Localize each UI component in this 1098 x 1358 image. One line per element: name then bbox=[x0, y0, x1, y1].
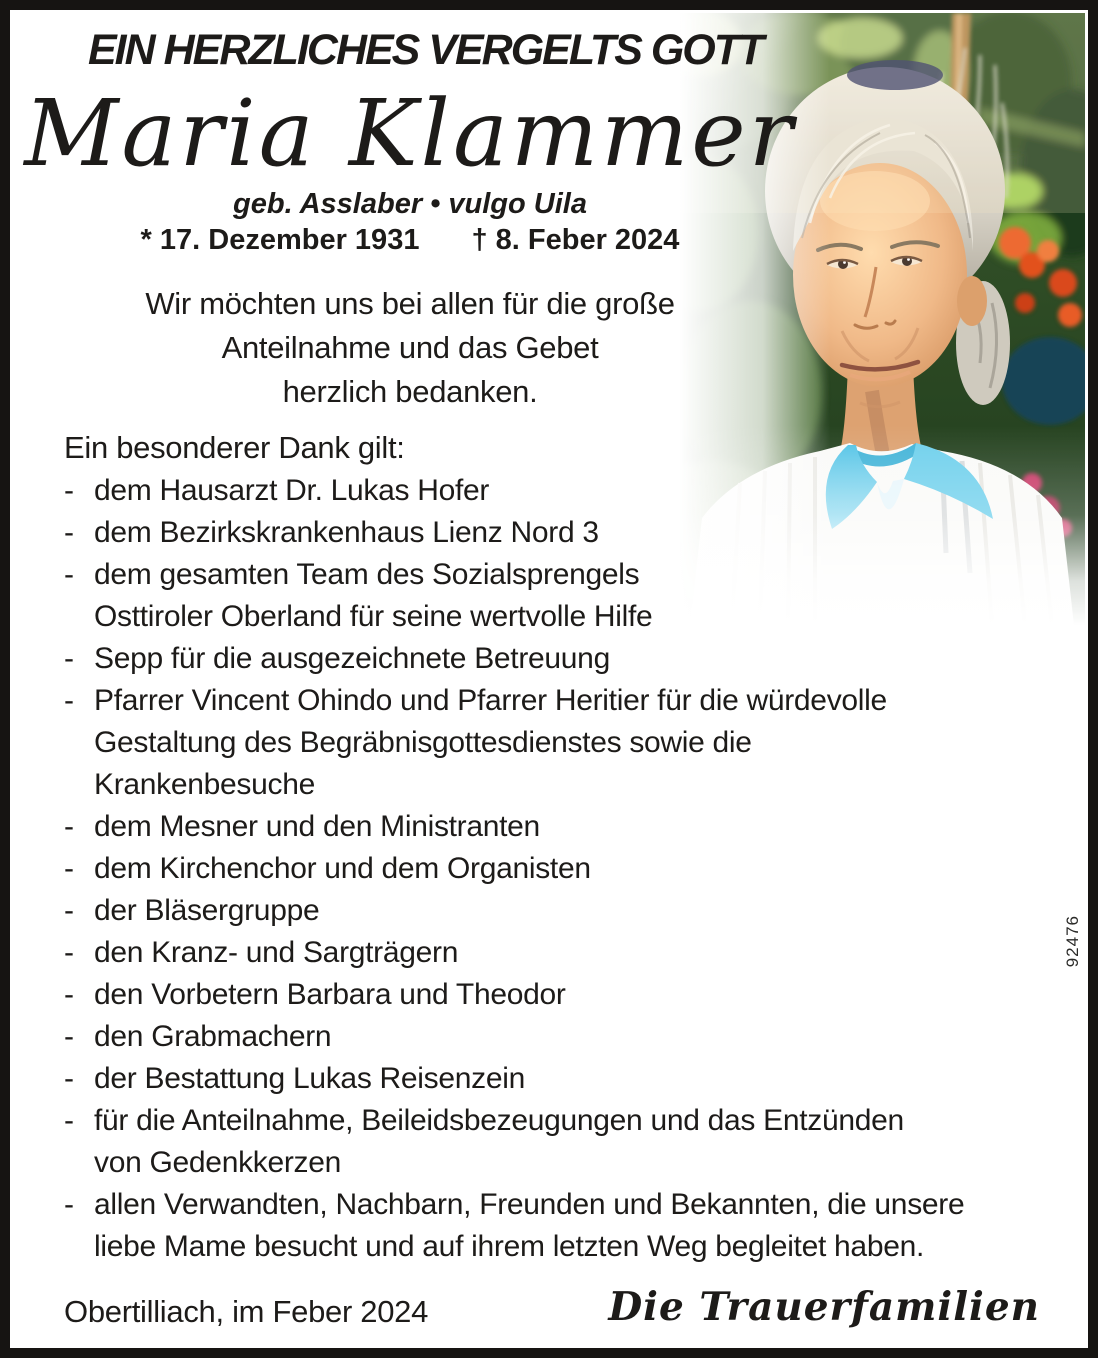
thanks-text: dem Hausarzt Dr. Lukas Hofer bbox=[94, 474, 490, 507]
dash-bullet: - bbox=[64, 936, 74, 969]
thanks-line bbox=[64, 512, 1064, 554]
dash-bullet: - bbox=[64, 516, 74, 549]
thanks-text: der Bestattung Lukas Reisenzein bbox=[94, 1062, 525, 1095]
dash-bullet: - bbox=[64, 684, 74, 717]
dash-bullet: - bbox=[64, 474, 74, 507]
thanks-line bbox=[64, 932, 1064, 974]
thanks-text: von Gedenkkerzen bbox=[94, 1146, 342, 1179]
dash-bullet: - bbox=[64, 894, 74, 927]
thanks-line bbox=[64, 1016, 1064, 1058]
thanks-line bbox=[64, 890, 1064, 932]
dash-bullet: - bbox=[64, 1020, 74, 1053]
place-date: Obertilliach, im Feber 2024 bbox=[64, 1294, 429, 1329]
print-number: 92476 bbox=[1063, 915, 1082, 968]
thanks-line bbox=[64, 680, 1064, 722]
thanks-text: Krankenbesuche bbox=[94, 768, 315, 801]
thanks-text: dem Bezirkskrankenhaus Lienz Nord 3 bbox=[94, 516, 599, 549]
intro-line: Wir möchten uns bei allen für die große bbox=[145, 286, 675, 321]
dash-bullet: - bbox=[64, 1104, 74, 1137]
thanks-text: den Grabmachern bbox=[94, 1020, 332, 1053]
death-date: † 8. Feber 2024 bbox=[471, 224, 680, 256]
thanks-line bbox=[64, 1184, 1064, 1226]
dash-bullet: - bbox=[64, 810, 74, 843]
thanks-line bbox=[64, 470, 1064, 512]
dash-bullet bbox=[64, 596, 94, 638]
birth-date: * 17. Dezember 1931 bbox=[140, 224, 420, 256]
headline: EIN HERZLICHES VERGELTS GOTT bbox=[88, 26, 763, 74]
intro-line: Anteilnahme und das Gebet bbox=[221, 330, 599, 365]
thanks-line bbox=[64, 1100, 1064, 1142]
dash-bullet: - bbox=[64, 642, 74, 675]
thanks-heading: Ein besonderer Dank gilt: bbox=[64, 430, 405, 465]
dash-bullet bbox=[64, 764, 94, 806]
thanks-text: allen Verwandten, Nachbarn, Freunden und Bekannten, die unsere bbox=[94, 1188, 965, 1221]
thanks-text: den Kranz- und Sargträgern bbox=[94, 936, 459, 969]
thanks-text: Osttiroler Oberland für seine wertvolle Hilfe bbox=[94, 600, 653, 633]
life-dates bbox=[10, 224, 810, 257]
intro-line: herzlich bedanken. bbox=[282, 374, 538, 409]
deceased-name: Maria Klammer bbox=[24, 80, 796, 187]
thanks-line-continuation bbox=[64, 722, 1064, 764]
thanks-line-continuation bbox=[64, 596, 1064, 638]
thanks-line-continuation bbox=[64, 1226, 1064, 1268]
thanks-text: dem gesamten Team des Sozialsprengels bbox=[94, 558, 640, 591]
intro-paragraph bbox=[10, 282, 810, 414]
dash-bullet: - bbox=[64, 1062, 74, 1095]
thanks-text: Gestaltung des Begräbnisgottesdienstes sowie die bbox=[94, 726, 752, 759]
thanks-line-continuation bbox=[64, 764, 1064, 806]
thanks-text: dem Kirchenchor und dem Organisten bbox=[94, 852, 591, 885]
thanks-text: dem Mesner und den Ministranten bbox=[94, 810, 540, 843]
thanks-line bbox=[64, 974, 1064, 1016]
thanks-text: Pfarrer Vincent Ohindo und Pfarrer Heritier für die würdevolle bbox=[94, 684, 887, 717]
dash-bullet bbox=[64, 1142, 94, 1184]
dash-bullet: - bbox=[64, 1188, 74, 1221]
thanks-text: Sepp für die ausgezeichnete Betreuung bbox=[94, 642, 610, 675]
thanks-text: für die Anteilnahme, Beileidsbezeugungen und das Entzünden bbox=[94, 1104, 904, 1137]
dash-bullet bbox=[64, 722, 94, 764]
thanks-text: der Bläsergruppe bbox=[94, 894, 320, 927]
thanks-text: liebe Mame besucht und auf ihrem letzten Weg begleitet haben. bbox=[94, 1230, 925, 1263]
dash-bullet: - bbox=[64, 852, 74, 885]
thanks-line-continuation bbox=[64, 1142, 1064, 1184]
dash-bullet: - bbox=[64, 978, 74, 1011]
thanks-list bbox=[64, 470, 1064, 1268]
signature: Die Trauerfamilien bbox=[608, 1284, 1040, 1330]
dash-bullet: - bbox=[64, 558, 74, 591]
thanks-line bbox=[64, 1058, 1064, 1100]
thanks-line bbox=[64, 638, 1064, 680]
birth-name-line: geb. Asslaber • vulgo Uila bbox=[233, 188, 587, 220]
ear bbox=[957, 276, 987, 326]
thanks-line bbox=[64, 848, 1064, 890]
thanks-line bbox=[64, 806, 1064, 848]
thanks-text: den Vorbetern Barbara und Theodor bbox=[94, 978, 566, 1011]
thanks-line bbox=[64, 554, 1064, 596]
dash-bullet bbox=[64, 1226, 94, 1268]
